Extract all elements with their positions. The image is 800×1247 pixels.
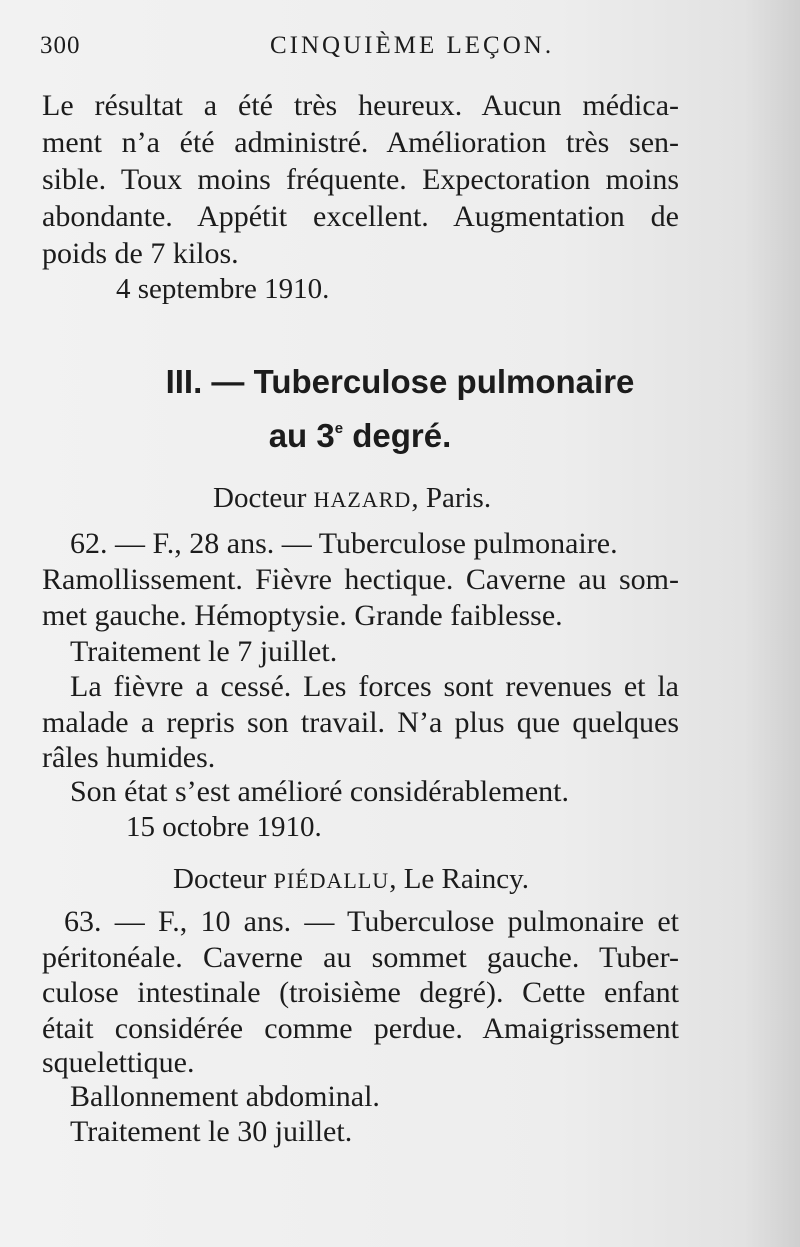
page-header: [40, 32, 760, 72]
case-line: 63. — F., 10 ans. — Tuberculose pulmonaire et: [64, 905, 679, 938]
doctor-attribution: [173, 862, 529, 898]
case-line: était considérée comme perdue. Amaigrissement: [42, 1012, 679, 1045]
paragraph-line: sible. Toux moins fréquente. Expectoration moins: [42, 163, 679, 196]
running-head: CINQUIÈME LEÇON.: [270, 32, 555, 59]
case-line: squelettique.: [42, 1046, 195, 1079]
section-title: III. — Tuberculose pulmonaire: [165, 363, 635, 400]
case-line: péritonéale. Caverne au sommet gauche. Tuber-: [42, 941, 679, 974]
case-line: culose intestinale (troisième degré). Cette enfant: [42, 976, 679, 1009]
case-line: malade a repris son travail. N’a plus que quelques: [42, 706, 679, 739]
case-line: Ramollissement. Fièvre hectique. Caverne au som-: [42, 563, 679, 596]
treatment-line: Traitement le 7 juillet.: [70, 635, 338, 668]
treatment-line: Traitement le 30 juillet.: [70, 1115, 353, 1148]
section-title-part: degré.: [343, 417, 452, 454]
paragraph-line: poids de 7 kilos.: [42, 237, 239, 270]
doctor-name: PIÉDALLU: [273, 868, 390, 893]
paragraph-line: ment n’a été administré. Amélioration très sen-: [42, 126, 679, 159]
doctor-attribution: [213, 481, 491, 517]
case-line: Son état s’est amélioré considérablement.: [70, 775, 569, 808]
case-line: La fièvre a cessé. Les forces sont revenues et la: [70, 670, 679, 703]
case-line: met gauche. Hémoptysie. Grande faiblesse.: [42, 599, 563, 632]
date-line: 4 septembre 1910.: [116, 273, 330, 305]
case-line: Ballonnement abdominal.: [70, 1080, 380, 1113]
doctor-prefix: Docteur: [173, 863, 274, 895]
section-title-part: au 3: [268, 417, 335, 454]
case-line: râles humides.: [42, 741, 216, 774]
section-title-line-2: [0, 410, 760, 455]
doctor-location: , Le Raincy.: [389, 863, 530, 895]
doctor-name: HAZARD: [313, 487, 412, 512]
doctor-prefix: Docteur: [213, 482, 314, 514]
page-number: 300: [40, 32, 81, 59]
paragraph-line: Le résultat a été très heureux. Aucun médica-: [42, 89, 679, 122]
case-line: 62. — F., 28 ans. — Tuberculose pulmonaire.: [70, 527, 618, 560]
doctor-location: , Paris.: [411, 482, 492, 514]
date-line: 15 octobre 1910.: [126, 811, 322, 843]
paragraph-line: abondante. Appétit excellent. Augmentation de: [42, 200, 679, 233]
ordinal-superscript: e: [334, 420, 344, 437]
